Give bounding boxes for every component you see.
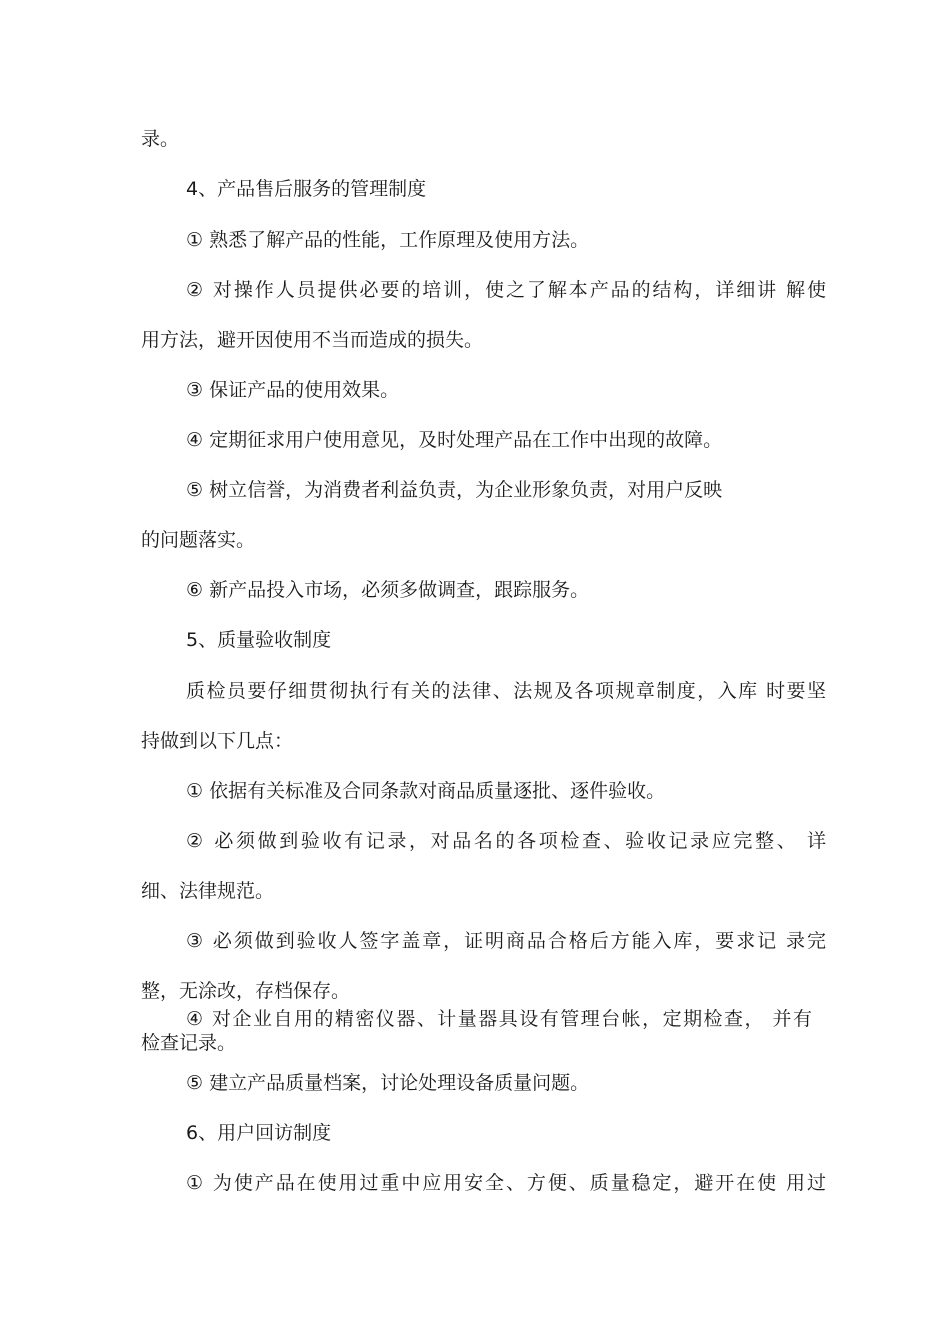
text-line: ① 熟悉了解产品的性能，工作原理及使用方法。 xyxy=(186,229,590,251)
text-line: ⑥ 新产品投入市场，必须多做调查，跟踪服务。 xyxy=(186,579,590,601)
text-line: ④ 对企业自用的精密仪器、计量器具设有管理台帐，定期检查， 并有 xyxy=(186,1008,812,1030)
text-line: ③ 必须做到验收人签字盖章，证明商品合格后方能入库，要求记 录完 xyxy=(186,930,826,952)
text-line: ④ 定期征求用户使用意见，及时处理产品在工作中出现的故障。 xyxy=(186,429,723,451)
text-line: 录。 xyxy=(141,128,180,150)
text-line: ② 对操作人员提供必要的培训，使之了解本产品的结构，详细讲 解使 xyxy=(186,279,826,301)
text-line: 持做到以下几点： xyxy=(141,730,294,752)
section-heading: 6、用户回访制度 xyxy=(186,1122,332,1144)
text-line: ⑤ 树立信誉，为消费者利益负责，为企业形象负责，对用户反映 xyxy=(186,479,723,501)
text-line: ② 必须做到验收有记录，对品名的各项检查、验收记录应完整、 详 xyxy=(186,830,826,852)
text-line: 质检员要仔细贯彻执行有关的法律、法规及各项规章制度，入库 时要坚 xyxy=(186,680,826,702)
section-heading: 5、质量验收制度 xyxy=(186,629,332,651)
section-heading: 4、产品售后服务的管理制度 xyxy=(186,178,427,200)
text-line: 整，无涂改，存档保存。 xyxy=(141,980,351,1002)
text-line: ① 依据有关标准及合同条款对商品质量逐批、逐件验收。 xyxy=(186,780,666,802)
text-line: ① 为使产品在使用过重中应用安全、方便、质量稳定，避开在使 用过 xyxy=(186,1172,826,1194)
text-line: ⑤ 建立产品质量档案，讨论处理设备质量问题。 xyxy=(186,1072,590,1094)
text-line: 的问题落实。 xyxy=(141,529,256,551)
text-line: 用方法，避开因使用不当而造成的损失。 xyxy=(141,329,484,351)
text-line: ③ 保证产品的使用效果。 xyxy=(186,379,400,401)
text-line: 检查记录。 xyxy=(141,1032,237,1054)
text-line: 细、法律规范。 xyxy=(141,880,275,902)
